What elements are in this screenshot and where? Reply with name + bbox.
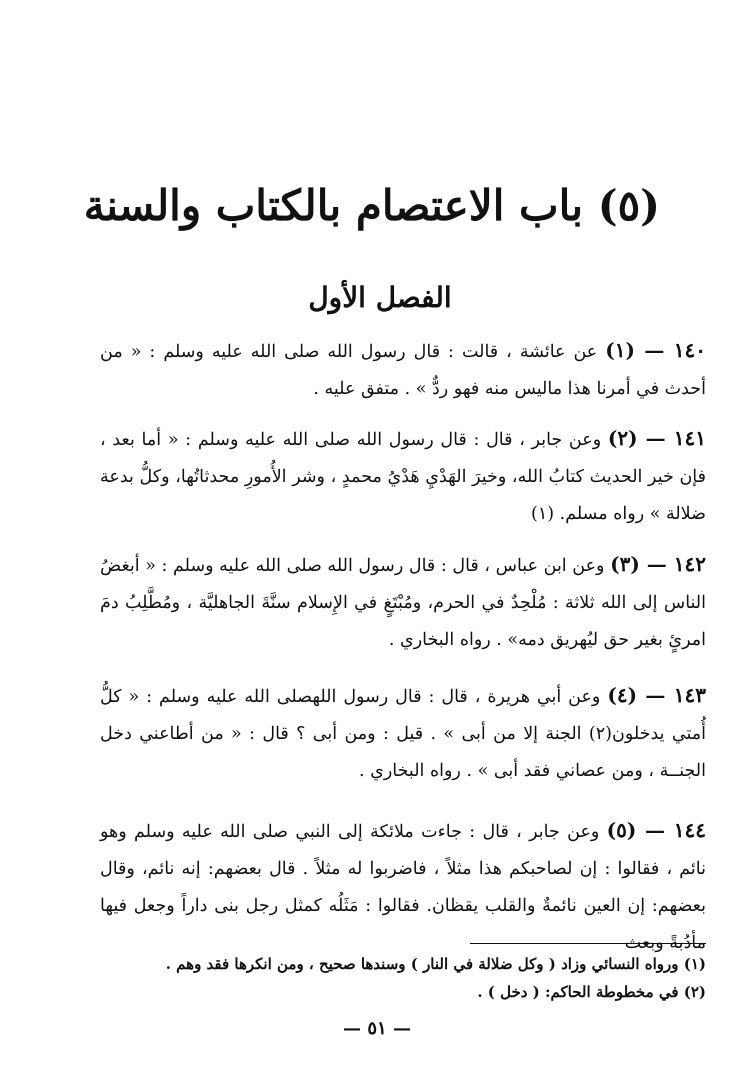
- footnote: (٢) في مخطوطة الحاكم: ( دخل ) .: [477, 983, 706, 1001]
- hadith-entry: [100, 332, 706, 408]
- hadith-text: وعن جابر ، قال : قال رسول الله صلى الله عليه وسلم : « أما بعد ، فإن خير الحديث كتابُ الله، وخيرَ الهَدْيِ هَدْيُ محمدٍ ، وشر الأُمورِ محدثاتُها، وكلُّ بدعة ضلالة » رواه مسلم. (١): [100, 430, 706, 524]
- hadith-text: وعن ابن عباس ، قال : قال رسول الله صلى الله عليه وسلم : « أبغضُ الناس إلى الله ثلاثة : مُلْحِدٌ في الحرم، ومُبْتَغٍ في الإِسلام سنَّةَ الجاهليَّة ، ومُطَّلِبُ دمَ امرئٍ بغير حق ليُهريق دمه» . رواه البخاري .: [100, 556, 706, 650]
- footnote-divider: [470, 943, 706, 944]
- footnote: (١) ورواه النسائي وزاد ( وكل ضلالة في النار ) وسندها صحيح ، ومن انكرها فقد وهم .: [165, 955, 706, 973]
- hadith-entry: [100, 546, 706, 659]
- hadith-text: عن عائشة ، قالت : قال رسول الله صلى الله عليه وسلم : « من أحدث في أمرنا هذا ماليس منه فهو ردٌّ » . متفق عليه .: [100, 342, 706, 399]
- hadith-number: ١٤٣ — (٤): [607, 683, 706, 707]
- hadith-text: وعن أبي هريرة ، قال : قال رسول اللهصلى الله عليه وسلم : « كلُّ أُمتي يدخلون(٢) الجنة إلا من أبى » . قيل : ومن أبى ؟ قال : « من أطاعني دخل الجنــة ، ومن عصاني فقد أبى » . رواه البخاري .: [100, 687, 706, 781]
- hadith-number: ١٤٠ — (١): [605, 338, 706, 362]
- hadith-number: ١٤٤ — (٥): [606, 818, 706, 842]
- hadith-entry: [100, 812, 706, 962]
- hadith-number: ١٤٢ — (٣): [610, 552, 706, 576]
- chapter-title: (٥) باب الاعتصام بالكتاب والسنة: [83, 181, 660, 230]
- hadith-entry: [100, 677, 706, 790]
- section-title: الفصل الأول: [308, 281, 452, 314]
- hadith-text: وعن جابر ، قال : جاءت ملائكة إلى النبي صلى الله عليه وسلم وهو نائم ، فقالوا : إن لصاحبكم هذا مثلاً ، فاضربوا له مثلاً . قال بعضهم: إنه نائم، وقال بعضهم: إن العين نائمةٌ والقلب يقظان. فقالوا : مَثَلُه كمثل رجل بنى داراً وجعل فيها مأدُبةً وبعث: [100, 822, 706, 953]
- hadith-entry: [100, 420, 706, 533]
- hadith-number: ١٤١ — (٢): [607, 426, 706, 450]
- page-number: — ٥١ —: [343, 1018, 411, 1039]
